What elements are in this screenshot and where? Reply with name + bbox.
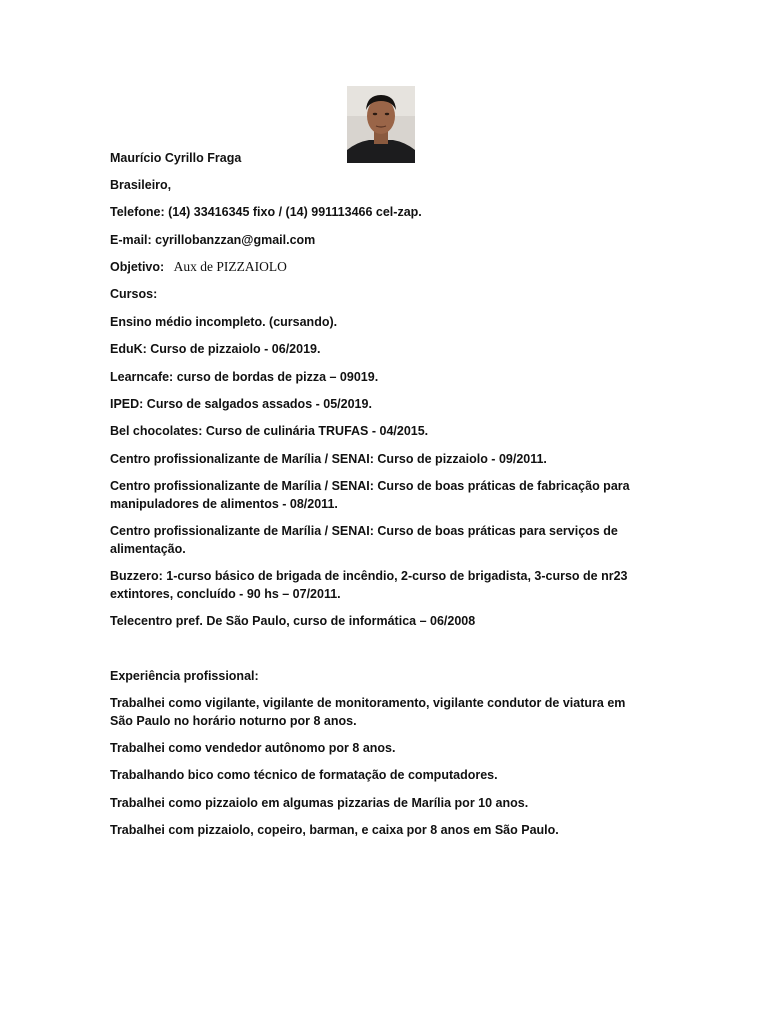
course-item: Bel chocolates: Curso de culinária TRUFAS - 04/2015. xyxy=(110,424,429,438)
course-item: Buzzero: 1-curso básico de brigada de incêndio, 2-curso de brigadista, 3-curso de nr23 extintores, concluído - 90 hs – 07/2011. xyxy=(110,569,628,601)
candidate-name: Maurício Cyrillo Fraga xyxy=(110,151,242,165)
course-item: Centro profissionalizante de Marília / SENAI: Curso de boas práticas de fabricação para manipuladores de alimentos - 08/2011. xyxy=(110,479,630,511)
course-item: IPED: Curso de salgados assados - 05/2019. xyxy=(110,397,372,411)
experience-item: Trabalhei como vendedor autônomo por 8 anos. xyxy=(110,741,396,755)
email: E-mail: cyrillobanzzan@gmail.com xyxy=(110,233,316,247)
course-item: Ensino médio incompleto. (cursando). xyxy=(110,315,338,329)
objective-label: Objetivo: xyxy=(110,260,165,274)
experience-heading: Experiência profissional: xyxy=(110,669,259,683)
objective xyxy=(110,258,650,276)
experience-item: Trabalhei como pizzaiolo em algumas pizzarias de Marília por 10 anos. xyxy=(110,796,529,810)
course-item: Centro profissionalizante de Marília / SENAI: Curso de boas práticas para serviços de alimentação. xyxy=(110,524,618,556)
course-item: Centro profissionalizante de Marília / SENAI: Curso de pizzaiolo - 09/2011. xyxy=(110,452,547,466)
course-item: EduK: Curso de pizzaiolo - 06/2019. xyxy=(110,342,321,356)
course-item: Learncafe: curso de bordas de pizza – 09019. xyxy=(110,370,379,384)
experience-item: Trabalhei com pizzaiolo, copeiro, barman, e caixa por 8 anos em São Paulo. xyxy=(110,823,559,837)
phone: Telefone: (14) 33416345 fixo / (14) 991113466 cel-zap. xyxy=(110,205,422,219)
experience-item: Trabalhei como vigilante, vigilante de monitoramento, vigilante condutor de viatura em São Paulo no horário noturno por 8 anos. xyxy=(110,696,626,728)
course-item: Telecentro pref. De São Paulo, curso de informática – 06/2008 xyxy=(110,614,476,628)
nationality: Brasileiro, xyxy=(110,178,172,192)
objective-value: Aux de PIZZAIOLO xyxy=(173,259,287,274)
experience-item: Trabalhando bico como técnico de formatação de computadores. xyxy=(110,768,498,782)
courses-heading: Cursos: xyxy=(110,287,158,301)
